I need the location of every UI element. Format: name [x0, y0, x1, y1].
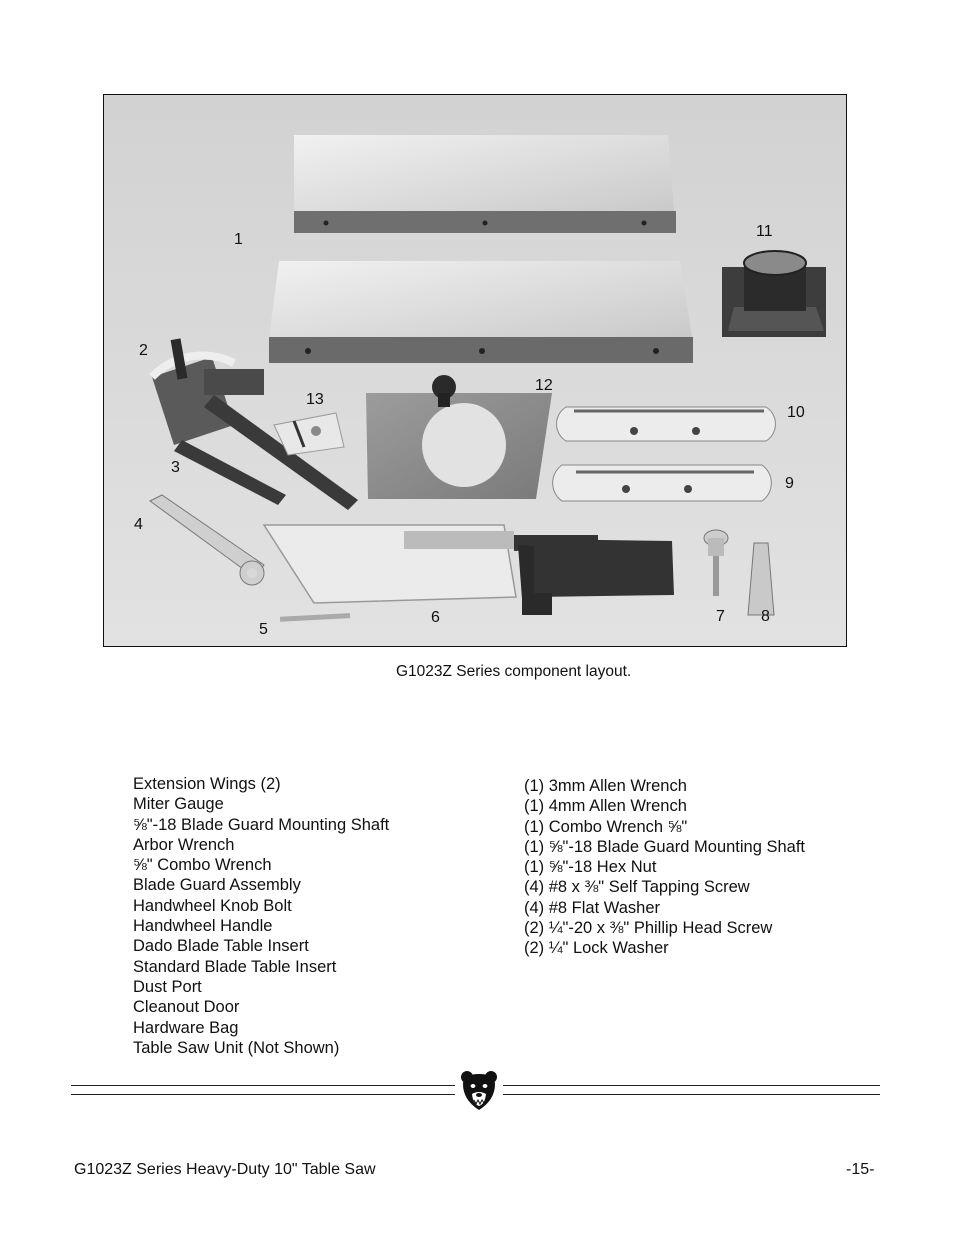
list-item: Cleanout Door — [133, 998, 240, 1017]
list-item: Arbor Wrench — [133, 835, 235, 854]
callout-1: 1 — [234, 231, 243, 248]
list-item: Handwheel Knob Bolt — [133, 896, 292, 915]
inventory-list-main — [133, 774, 389, 1058]
list-item: (4) #8 x ⅜" Self Tapping Screw — [524, 878, 750, 897]
footer-title: G1023Z Series Heavy-Duty 10" Table Saw — [74, 1161, 376, 1178]
page-number: -15- — [846, 1161, 875, 1178]
callout-2: 2 — [139, 342, 148, 359]
callout-4: 4 — [134, 516, 143, 533]
callout-9: 9 — [785, 475, 794, 492]
callout-3: 3 — [171, 459, 180, 476]
list-item: (1) ⅝"-18 Blade Guard Mounting Shaft — [524, 837, 806, 856]
footer-rule-right-bottom — [503, 1094, 880, 1095]
list-item: (2) ¼"-20 x ⅜" Phillip Head Screw — [524, 919, 773, 938]
extension-wing-front — [269, 261, 693, 363]
footer-rule-left-top — [71, 1085, 455, 1086]
list-item: (2) ¼" Lock Washer — [524, 939, 669, 958]
list-item: ⅝"-18 Blade Guard Mounting Shaft — [133, 815, 390, 834]
list-item: (1) Combo Wrench ⅝" — [524, 817, 688, 836]
list-item: Table Saw Unit (Not Shown) — [133, 1038, 340, 1057]
figure-caption: G1023Z Series component layout. — [396, 663, 632, 680]
list-item: (1) 4mm Allen Wrench — [524, 797, 687, 816]
list-item: ⅝" Combo Wrench — [133, 856, 272, 875]
extension-wing-back — [294, 135, 676, 233]
component-photo — [103, 94, 847, 647]
callout-11: 11 — [756, 223, 773, 240]
callout-10: 10 — [787, 404, 805, 421]
callout-8: 8 — [761, 608, 770, 625]
component-illustration — [104, 95, 847, 647]
list-item: (1) ⅝"-18 Hex Nut — [524, 858, 657, 877]
callout-6: 6 — [431, 609, 440, 626]
list-item: (1) 3mm Allen Wrench — [524, 777, 687, 795]
standard-table-insert — [553, 465, 772, 501]
list-item: Blade Guard Assembly — [133, 876, 301, 895]
callout-13: 13 — [306, 391, 324, 408]
callout-5: 5 — [259, 621, 268, 638]
callout-7: 7 — [716, 608, 725, 625]
list-item: Standard Blade Table Insert — [133, 957, 337, 976]
cleanout-door — [366, 375, 552, 499]
list-item: Hardware Bag — [133, 1018, 239, 1037]
inventory-list-hardware — [524, 776, 805, 959]
list-item: Dado Blade Table Insert — [133, 937, 309, 956]
list-item: Dust Port — [133, 977, 202, 996]
list-item: (4) #8 Flat Washer — [524, 898, 661, 917]
list-item: Miter Gauge — [133, 795, 224, 814]
footer-rule-left-bottom — [71, 1094, 455, 1095]
callout-12: 12 — [535, 377, 553, 394]
footer-rule-right-top — [503, 1085, 880, 1086]
bear-head-logo-icon — [459, 1070, 499, 1112]
list-item: Extension Wings (2) — [133, 775, 281, 793]
dado-table-insert — [557, 407, 776, 441]
list-item: Handwheel Handle — [133, 917, 273, 936]
